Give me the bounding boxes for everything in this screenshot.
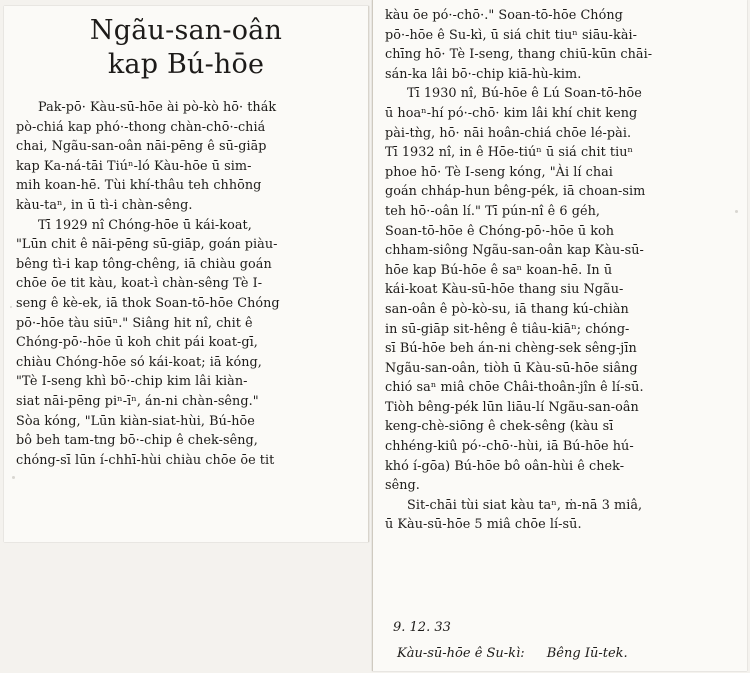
paragraph <box>16 98 366 216</box>
text-line: seng ê kè-ek, iā thok Soan-tō-hōe Chóng <box>16 295 280 311</box>
text-line: khó í-gōa) Bú-hōe bô oân-hùi ê chek- <box>385 458 625 474</box>
text-line: pō·-hōe ê Su-kì, ū siá chit tiuⁿ siāu-kài- <box>385 27 638 43</box>
text-line: Tī 1932 nî, in ê Hōe-tiúⁿ ū siá chit tiuⁿ <box>385 145 634 161</box>
text-line: kàu ōe pó·-chō·." Soan-tō-hōe Chóng <box>385 8 623 23</box>
signature-source: Kàu-sū-hōe ê Su-kì: <box>397 646 525 661</box>
text-line: kái-koat Kàu-sū-hōe thang siu Ngãu- <box>385 282 624 298</box>
text-line: siat nāi-pēng piⁿ-īⁿ, án-ni chàn-sêng." <box>16 393 259 409</box>
text-line: kàu-taⁿ, in ū tì-i chàn-sêng. <box>16 197 193 213</box>
text-line: "Tè I-seng khì bō·-chip kim lâi kiàn- <box>16 374 248 390</box>
text-line: phoe hō· Tè I-seng kóng, "Ài lí chai <box>385 164 613 180</box>
title-line-2: kap Bú-hōe <box>107 49 265 80</box>
text-line: bêng tì-i kap tông-chêng, iā chiàu goán <box>16 256 272 272</box>
text-line: Tiòh bêng-pék lūn liāu-lí Ngãu-san-oân <box>385 399 639 415</box>
text-line: chiàu Chóng-hōe só kái-koat; iā kóng, <box>16 354 262 370</box>
text-line: san-oân ê pò-kò-su, iā thang kú-chiàn <box>385 301 629 317</box>
text-line: ū Kàu-sū-hōe 5 miâ chōe lí-sū. <box>385 517 582 533</box>
paper-speck <box>735 210 738 213</box>
text-line: chóng-sī lūn í-chhī-hùi chiàu chōe ōe tit <box>16 452 275 468</box>
text-line: pō·-hōe tàu siūⁿ." Siâng hit nî, chit ê <box>16 315 253 331</box>
text-line: kap Ka-ná-tāi Tiúⁿ-ló Kàu-hōe ū sim- <box>16 158 252 174</box>
text-line: teh hō·-oân lí." Tī pún-nî ê 6 géh, <box>385 203 600 219</box>
text-line: chai, Ngãu-san-oân nāi-pēng ê sū-giāp <box>16 139 267 155</box>
text-line: ū hoaⁿ-hí pó·-chō· kim lâi khí chit keng <box>385 105 638 121</box>
signature-name: Bêng Iū-tek. <box>546 646 628 661</box>
text-line: pài-tǹg, hō· nāi hoân-chiá chōe lé-pài. <box>385 125 632 141</box>
paragraph <box>385 84 743 495</box>
text-line: goán chháp-hun bêng-pék, iā choan-sim <box>385 184 646 200</box>
text-line: pò-chiá kap phó·-thong chàn-chō·-chiá <box>16 119 266 135</box>
signature <box>397 646 628 661</box>
right-clipping <box>372 0 747 671</box>
paper-speck <box>12 476 15 479</box>
paper-speck <box>10 306 12 308</box>
text-line: "Lūn chit ê nāi-pēng sū-giāp, goán piàu- <box>16 237 278 253</box>
text-line: in sū-giāp sit-hêng ê tiâu-kiāⁿ; chóng- <box>385 321 630 337</box>
paragraph <box>16 216 366 471</box>
text-line: chió saⁿ miâ chōe Châi-thoân-jîn ê lí-sū. <box>385 380 644 396</box>
text-line: chīng hō· Tè I-seng, thang chiū-kūn chāi- <box>385 47 653 63</box>
text-line: Chóng-pō·-hōe ū koh chit pái koat-gī, <box>16 335 258 351</box>
text-line: chōe ōe tit kàu, koat-ì chàn-sêng Tè I- <box>16 276 263 292</box>
text-line: sī Bú-hōe beh án-ni chèng-sek sêng-jīn <box>385 341 637 357</box>
text-line: keng-chè-siōng ê chek-sêng (kàu sī <box>385 419 614 435</box>
text-line: Tī 1929 nî Chóng-hōe ū kái-koat, <box>38 217 252 233</box>
title-line-1: Ngãu-san-oân <box>89 15 283 46</box>
right-column <box>385 6 743 535</box>
text-line: bô beh tam-tng bō·-chip ê chek-sêng, <box>16 433 258 449</box>
text-line: chhéng-kiû pó·-chō·-hùi, iā Bú-hōe hú- <box>385 439 634 455</box>
text-line: mih koan-hē. Tùi khí-thâu teh chhōng <box>16 178 262 194</box>
article-title <box>4 14 368 82</box>
text-line: sêng. <box>385 478 420 494</box>
paragraph <box>385 496 743 535</box>
left-column <box>16 98 366 470</box>
text-line: Pak-pō· Kàu-sū-hōe ài pò-kò hō· thák <box>38 100 277 115</box>
dateline: 9. 12. 33 <box>393 620 451 635</box>
text-line: chham-siông Ngãu-san-oân kap Kàu-sū- <box>385 243 644 259</box>
left-clipping <box>4 6 369 542</box>
text-line: Sit-chāi tùi siat kàu taⁿ, ṁ-nā 3 miâ, <box>407 497 643 513</box>
text-line: sán-ka lâi bō·-chip kiā-hù-kim. <box>385 66 582 82</box>
text-line: Ngãu-san-oân, tiòh ū Kàu-sū-hōe siâng <box>385 360 638 376</box>
text-line: Soan-tō-hōe ê Chóng-pō·-hōe ū koh <box>385 223 615 239</box>
paragraph <box>385 6 743 84</box>
text-line: hōe kap Bú-hōe ê saⁿ koan-hē. In ū <box>385 262 613 278</box>
text-line: Sòa kóng, "Lūn kiàn-siat-hùi, Bú-hōe <box>16 413 255 429</box>
text-line: Tī 1930 nî, Bú-hōe ê Lú Soan-tō-hōe <box>407 86 642 102</box>
